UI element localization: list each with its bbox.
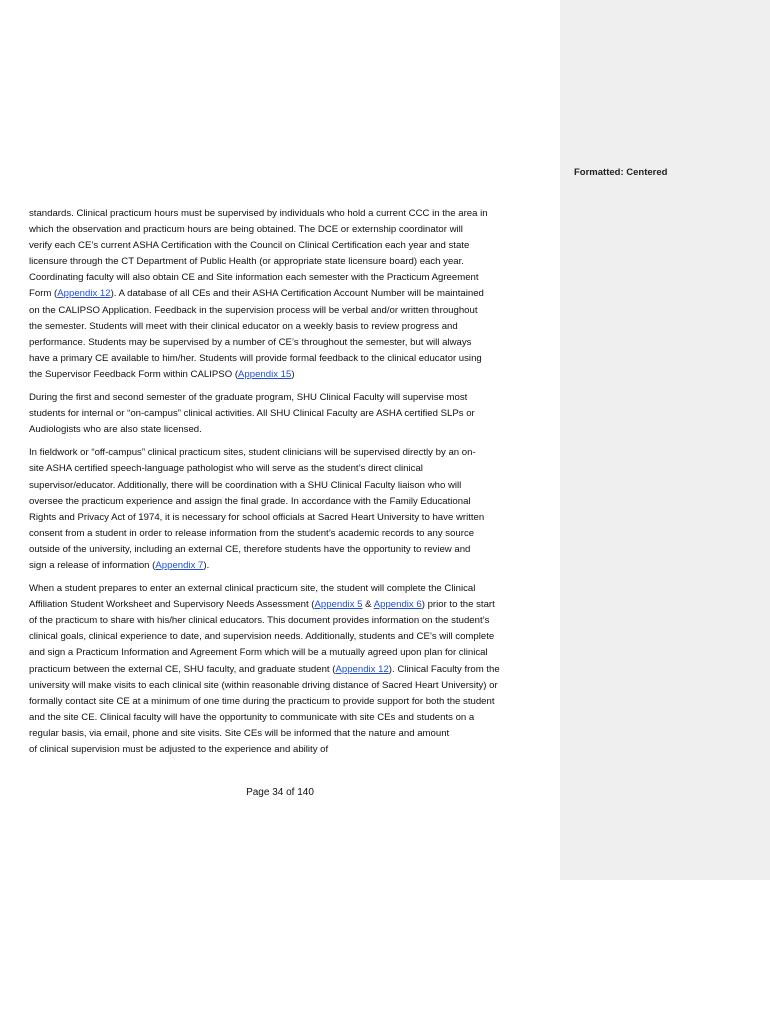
text-segment: ). Clinical Faculty from the [388, 663, 500, 675]
text-line: When a student prepares to enter an external clinical practicum site, the student will complete the Clinical [29, 583, 476, 595]
text-line [29, 558, 513, 574]
text-segment: ). A database of all CEs and their ASHA Certification Account Number will be maintained [110, 288, 484, 300]
text-segment: & [362, 599, 374, 611]
formatting-comment-label[interactable]: Formatted: Centered [574, 167, 668, 178]
paragraph [29, 390, 513, 438]
text-line [29, 597, 513, 613]
text-line: of the practicum to share with his/her clinical educators. This document provides information on the student’s [29, 615, 490, 627]
text-line: students for internal or “on-campus” clinical activities. All SHU Clinical Faculty are ASHA certified SLPs or [29, 408, 475, 420]
text-line: have a primary CE available to him/her. Students will provide formal feedback to the clinical educator using [29, 352, 482, 364]
text-line: consent from a student in order to release information from the student’s academic records to any source [29, 527, 475, 539]
text-line [29, 286, 513, 302]
text-line: In fieldwork or “off-campus” clinical practicum sites, student clinicians will be supervised directly by an on- [29, 447, 476, 459]
text-segment: practicum between the external CE, SHU faculty, and graduate student ( [29, 663, 336, 675]
text-line: and sign a Practicum Information and Agreement Form which will be a mutually agreed upon plan for clinical [29, 647, 488, 659]
text-segment: ) prior to the start [421, 599, 495, 611]
text-line [29, 662, 513, 678]
text-line: on the CALIPSO Application. Feedback in the supervision process will be verbal and/or written throughout [29, 304, 478, 316]
text-line: Rights and Privacy Act of 1974, it is necessary for school officials at Sacred Heart University to have written [29, 511, 485, 523]
text-line: performance. Students may be supervised by a number of CE’s throughout the semester, but will always [29, 336, 472, 348]
text-segment: Affiliation Student Worksheet and Supervisory Needs Assessment ( [29, 599, 315, 611]
text-line: supervisor/educator. Additionally, there will be coordination with a SHU Clinical Faculty liaison who will [29, 479, 462, 491]
text-segment: ). [203, 559, 210, 571]
text-segment: sign a release of information ( [29, 559, 156, 571]
text-line: the semester. Students will meet with their clinical educator on a weekly basis to review progress and [29, 320, 458, 332]
text-segment: ) [291, 368, 295, 380]
text-line: oversee the practicum experience and assign the final grade. In accordance with the Family Educational [29, 495, 471, 507]
text-line: regular basis, via email, phone and site visits. Site CEs will be informed that the nature and amount [29, 727, 450, 739]
appendix-link[interactable]: Appendix 5 [314, 599, 363, 611]
text-line: and the site CE. Clinical faculty will have the opportunity to communicate with site CEs and students on a [29, 711, 475, 723]
text-line: standards. Clinical practicum hours must be supervised by individuals who hold a current CCC in the area in [29, 208, 488, 219]
text-line: university will make visits to each clinical site (within reasonable driving distance of Sacred Heart University) or [29, 679, 498, 691]
text-line [29, 367, 513, 383]
text-segment: Form ( [29, 288, 58, 300]
text-line: Audiologists who are also state licensed. [29, 424, 202, 436]
appendix-link[interactable]: Appendix 15 [238, 368, 292, 380]
text-line: clinical goals, clinical experience to date, and supervision needs. Additionally, students and CE’s will complete [29, 631, 495, 643]
appendix-link[interactable]: Appendix 12 [335, 663, 389, 675]
text-line: licensure through the CT Department of Public Health (or appropriate state licensure board) each year. [29, 256, 464, 268]
paragraph [29, 206, 513, 383]
text-line: of clinical supervision must be adjusted to the experience and ability of [29, 744, 329, 755]
paragraph [29, 445, 513, 574]
paragraph [29, 581, 513, 758]
text-line: outside of the university, including an external CE, therefore students have the opportunity to review and [29, 543, 471, 555]
page-number-footer: Page 34 of 140 [246, 787, 314, 798]
appendix-link[interactable]: Appendix 12 [57, 288, 111, 300]
text-line: Coordinating faculty will also obtain CE and Site information each semester with the Practicum Agreement [29, 272, 479, 284]
text-line: which the observation and practicum hours are being obtained. The DCE or externship coordinator will [29, 224, 463, 236]
document-body [29, 206, 513, 765]
text-line: formally contact site CE at a minimum of one time during the practicum to provide support for both the student [29, 695, 495, 707]
text-line: site ASHA certified speech-language pathologist who will serve as the student’s direct clinical [29, 463, 423, 475]
appendix-link[interactable]: Appendix 6 [373, 599, 422, 611]
appendix-link[interactable]: Appendix 7 [155, 559, 204, 571]
text-segment: the Supervisor Feedback Form within CALIPSO ( [29, 368, 239, 380]
comment-margin-pane [560, 0, 770, 880]
text-line: verify each CE’s current ASHA Certification with the Council on Clinical Certification each year and state [29, 240, 470, 252]
text-line: During the first and second semester of the graduate program, SHU Clinical Faculty will supervise most [29, 392, 468, 404]
